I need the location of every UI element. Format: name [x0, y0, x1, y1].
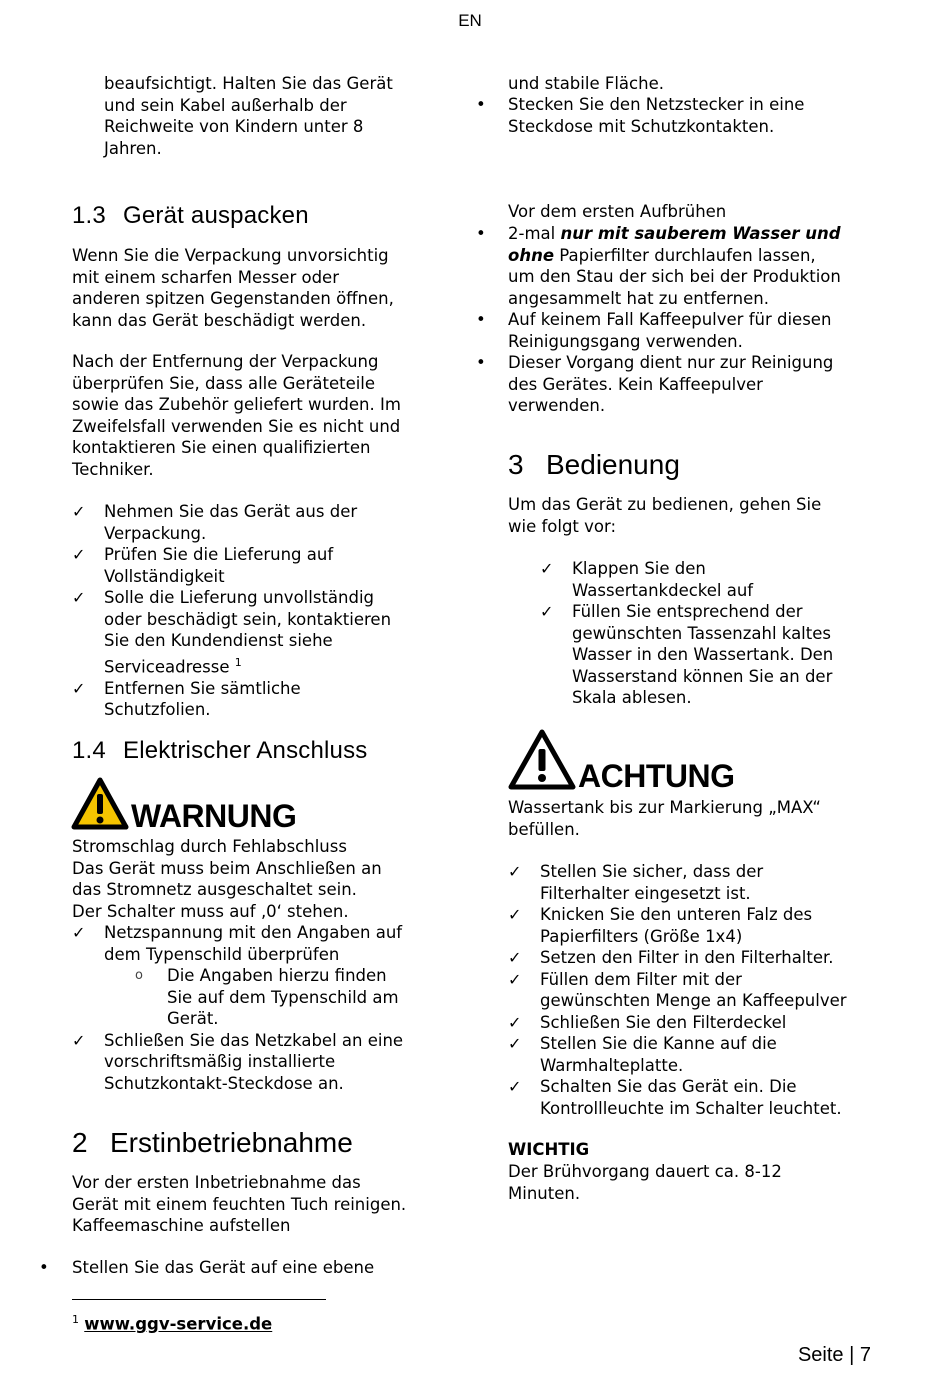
text-line: Schutzfolien.: [104, 700, 211, 719]
text-line: des Gerätes. Kein Kaffeepulver: [508, 374, 763, 394]
text-span: Papierfilter durchlaufen lassen,: [554, 245, 816, 265]
checkmark-icon: ✓: [72, 545, 86, 564]
checkmark-icon: ✓: [508, 862, 522, 881]
text-line: Wasserstand können Sie an der: [572, 666, 833, 686]
bullet-icon: •: [476, 224, 486, 243]
checkmark-icon: ✓: [72, 502, 86, 521]
text-line: Nach der Entfernung der Verpackung: [72, 352, 379, 371]
bullet-item: [476, 94, 856, 137]
checklist-item: [72, 922, 442, 965]
text-line: Vor der ersten Inbetriebnahme das: [72, 1173, 361, 1192]
text-line: Vollständigkeit: [104, 566, 225, 586]
bullet-icon: •: [476, 310, 486, 329]
checklist-item: [72, 678, 432, 721]
checkmark-icon: ✓: [72, 923, 86, 942]
text-line: Warmhalteplatte.: [540, 1055, 684, 1075]
text-line: [508, 245, 876, 267]
text-line: [104, 652, 432, 678]
text-line: Stromschlag durch Fehlabschluss: [72, 837, 347, 856]
footnote-separator: [72, 1299, 326, 1300]
text-line: Netzspannung mit den Angaben auf: [104, 923, 403, 942]
text-line: Papierfilters (Größe 1x4): [540, 926, 743, 946]
checklist-item: [508, 1012, 888, 1034]
checklist-item: [508, 947, 888, 969]
section-title: Gerät auspacken: [123, 202, 309, 229]
text-line: Filterhalter eingesetzt ist.: [540, 883, 751, 903]
electrical-connection-text: [72, 836, 442, 1094]
service-link[interactable]: www.ggv-service.de: [84, 1314, 273, 1334]
page-number: Seite | 7: [797, 1344, 871, 1366]
unpack-checklist: [72, 501, 432, 721]
text-line: befüllen.: [508, 819, 580, 839]
circle-bullet-icon: o: [135, 968, 143, 983]
text-line: Stecken Sie den Netzstecker in eine: [508, 95, 805, 114]
text-line: überprüfen Sie, dass alle Geräteteile: [72, 373, 376, 393]
text-line: Kaffeemaschine aufstellen: [72, 1216, 291, 1235]
text-line: und sein Kabel außerhalb der: [104, 95, 347, 115]
footnote-reference: 1: [234, 655, 242, 669]
bullet-icon: •: [476, 95, 486, 114]
text-line: Minuten.: [508, 1183, 581, 1203]
text-line: Das Gerät muss beim Anschließen an: [72, 858, 382, 878]
text-line: Wassertank bis zur Markierung „MAX“: [508, 798, 821, 817]
text-line: um den Stau der sich bei der Produktion: [508, 267, 841, 286]
checklist-item: [508, 861, 888, 904]
section-heading-1-3: [72, 202, 309, 230]
text-line: Füllen dem Filter mit der: [540, 969, 742, 989]
section-title: Bedienung: [546, 449, 680, 480]
text-line: Wassertankdeckel auf: [572, 580, 754, 600]
section-number: 3: [508, 449, 524, 480]
text-line: Schutzkontakt-Steckdose an.: [104, 1073, 344, 1093]
footnote-number: 1: [72, 1313, 79, 1326]
checklist-item: [72, 1030, 442, 1095]
text-line: Schließen Sie das Netzkabel an eine: [104, 1030, 404, 1050]
checkmark-icon: ✓: [72, 588, 86, 607]
caution-label: ACHTUNG: [578, 758, 735, 794]
emphasis-text: nur mit sauberem Wasser und: [560, 224, 841, 243]
text-line: Klappen Sie den: [572, 559, 706, 578]
text-line: Sie den Kundendienst siehe: [104, 631, 333, 650]
text-line: Sie auf dem Typenschild am: [167, 987, 399, 1007]
text-line: Der Schalter muss auf ‚0‘ stehen.: [72, 901, 349, 921]
text-line: mit einem scharfen Messer oder: [72, 267, 339, 287]
operation-intro: [508, 494, 821, 537]
text-line: Stellen Sie die Kanne auf die: [540, 1034, 777, 1053]
checkmark-icon: ✓: [508, 1077, 522, 1096]
text-line: kann das Gerät beschädigt werden.: [72, 310, 367, 330]
language-code: EN: [458, 11, 482, 30]
checklist-item: [72, 501, 432, 544]
checkmark-icon: ✓: [72, 678, 86, 698]
text-line: Setzen den Filter in den Filterhalter.: [540, 948, 834, 967]
checkmark-icon: ✓: [508, 905, 522, 924]
text-line: Reichweite von Kindern unter 8: [104, 117, 364, 136]
text-line: Die Angaben hierzu finden: [167, 966, 387, 985]
brewing-steps: [508, 861, 888, 1119]
checklist-item: [508, 1033, 888, 1076]
text-line: Gerät mit einem feuchten Tuch reinigen.: [72, 1194, 407, 1214]
sub-list-item: [72, 965, 442, 1030]
text-line: Nehmen Sie das Gerät aus der: [104, 502, 358, 521]
section-title: Elektrischer Anschluss: [123, 737, 368, 764]
checklist-item: [72, 587, 432, 678]
text-span: Stellen Sie das Gerät auf eine ebene: [72, 1258, 375, 1277]
first-brew-heading: Vor dem ersten Aufbrühen: [508, 202, 727, 221]
text-line: Verpackung.: [104, 523, 207, 543]
checkmark-icon: ✓: [540, 559, 554, 578]
checklist-item: [508, 1076, 888, 1119]
text-line: verwenden.: [508, 396, 606, 415]
text-line: Gerät.: [167, 1009, 219, 1028]
text-line: beaufsichtigt. Halten Sie das Gerät: [104, 74, 393, 93]
bullet-icon: •: [39, 1258, 49, 1277]
text-line: anderen spitzen Gegenstanden öffnen,: [72, 289, 394, 308]
text-line: wie folgt vor:: [508, 516, 617, 536]
unpack-paragraph-2: [72, 351, 401, 480]
text-line: Auf keinem Fall Kaffeepulver für diesen: [508, 310, 832, 329]
text-line: vorschriftsmäßig installierte: [104, 1052, 336, 1071]
text-line: Wenn Sie die Verpackung unvorsichtig: [72, 246, 389, 265]
intro-text-right: und stabile Fläche.: [508, 74, 664, 93]
emphasis-text: ohne: [508, 245, 555, 265]
text-line: Schließen Sie den Filterdeckel: [540, 1012, 787, 1032]
bullet-item: [476, 223, 876, 309]
operation-checklist: [540, 558, 880, 709]
caution-triangle-icon: [507, 728, 579, 792]
section-heading-3: [508, 449, 680, 481]
text-line: Zweifelsfall verwenden Sie es nicht und: [72, 416, 401, 436]
warning-triangle-icon: [71, 777, 131, 831]
text-line: Reinigungsgang verwenden.: [508, 331, 743, 351]
important-text: [508, 1161, 782, 1204]
bullet-item: [476, 309, 876, 352]
footnote: [72, 1309, 272, 1335]
checkmark-icon: ✓: [508, 1034, 522, 1053]
text-line: Der Brühvorgang dauert ca. 8-12: [508, 1162, 782, 1181]
text-line: Skala ablesen.: [572, 688, 692, 707]
text-line: sowie das Zubehör geliefert wurden. Im: [72, 395, 401, 414]
section-number: 1.4: [72, 737, 106, 764]
section-number: 1.3: [72, 202, 106, 229]
text-line: Prüfen Sie die Lieferung auf: [104, 545, 334, 564]
text-line: Entfernen Sie sämtliche: [104, 678, 301, 698]
checklist-item: [508, 904, 888, 947]
first-use-text: [72, 1172, 406, 1237]
checklist-item: [72, 544, 432, 587]
bullet-item-body: [476, 94, 856, 137]
bullet-item: [476, 352, 876, 417]
bullet-icon: •: [476, 353, 486, 372]
text-line: Solle die Lieferung unvollständig: [104, 588, 375, 607]
text-line: Techniker.: [72, 459, 154, 479]
checkmark-icon: ✓: [508, 1012, 522, 1032]
text-line: Stellen Sie sicher, dass der: [540, 862, 764, 881]
text-line: Dieser Vorgang dient nur zur Reinigung: [508, 353, 834, 372]
text-line: Kontrollleuchte im Schalter leuchtet.: [540, 1098, 842, 1118]
text-line: Jahren.: [104, 138, 162, 158]
text-span: Serviceadresse: [104, 657, 230, 676]
first-brew-list: [476, 223, 876, 417]
section-title: Erstinbetriebnahme: [110, 1127, 353, 1158]
text-line: Knicken Sie den unteren Falz des: [540, 905, 813, 924]
section-heading-2: [72, 1127, 353, 1159]
text-line: gewünschten Menge an Kaffeepulver: [540, 991, 847, 1010]
text-line: kontaktieren Sie einen qualifizierten: [72, 438, 371, 457]
text-line: dem Typenschild überprüfen: [104, 944, 340, 964]
intro-text-left: [104, 73, 393, 159]
checklist-item: [540, 601, 880, 709]
text-line: [508, 223, 876, 245]
text-line: gewünschten Tassenzahl kaltes: [572, 623, 831, 643]
unpack-paragraph-1: [72, 245, 394, 331]
checkmark-icon: ✓: [508, 969, 522, 989]
text-line: oder beschädigt sein, kontaktieren: [104, 609, 392, 629]
bullet-item: [39, 1257, 374, 1279]
checkmark-icon: ✓: [508, 948, 522, 967]
checklist-item: [540, 558, 880, 601]
text-line: Wasser in den Wassertank. Den: [572, 645, 834, 664]
text-span: 2-mal: [508, 224, 561, 243]
checkmark-icon: ✓: [540, 602, 554, 621]
important-label: WICHTIG: [508, 1140, 590, 1159]
text-line: angesammelt hat zu entfernen.: [508, 288, 769, 308]
checkmark-icon: ✓: [72, 1030, 86, 1050]
warning-label: WARNUNG: [131, 798, 297, 834]
text-line: Um das Gerät zu bedienen, gehen Sie: [508, 495, 822, 514]
text-line: das Stromnetz ausgeschaltet sein.: [72, 880, 357, 899]
caution-text: [508, 797, 888, 840]
section-number: 2: [72, 1127, 88, 1158]
text-line: Steckdose mit Schutzkontakten.: [508, 116, 775, 136]
section-heading-1-4: [72, 737, 368, 765]
text-line: Füllen Sie entsprechend der: [572, 602, 803, 621]
checklist-item: [508, 969, 888, 1012]
text-line: Schalten Sie das Gerät ein. Die: [540, 1077, 797, 1096]
